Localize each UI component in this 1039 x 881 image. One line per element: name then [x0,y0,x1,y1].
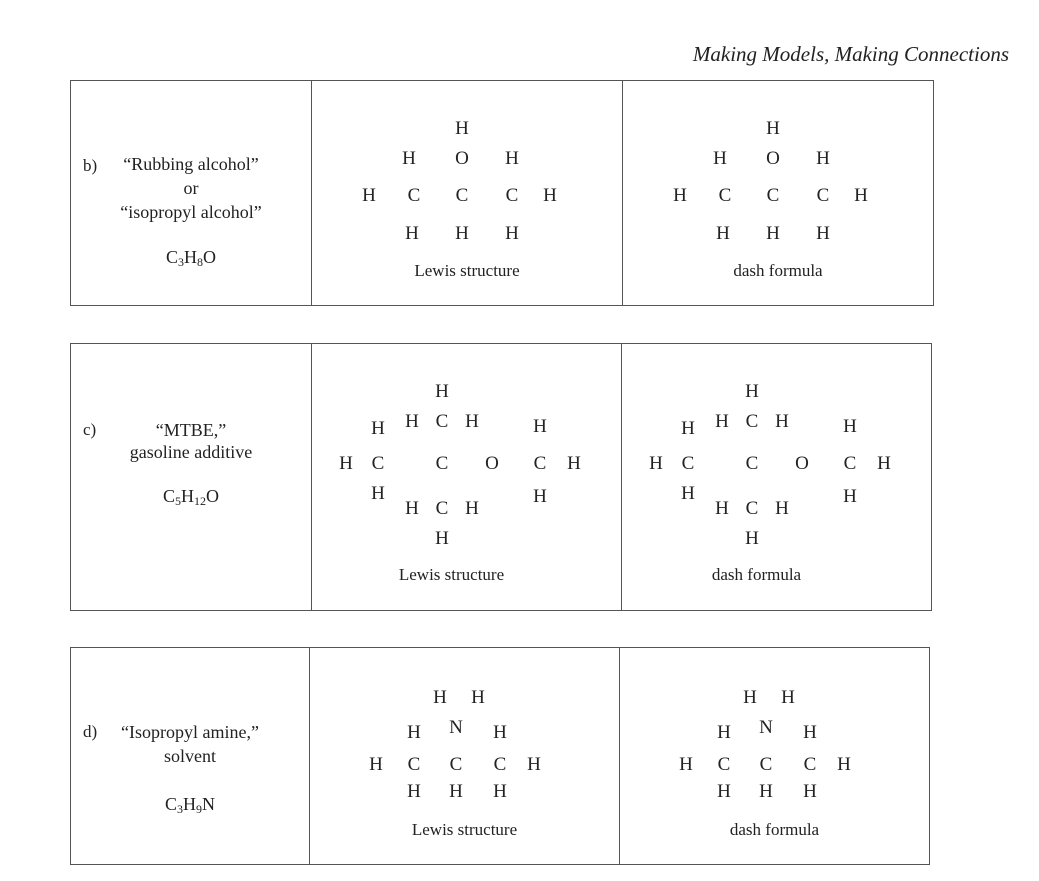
lewis-structure-cell [311,344,621,610]
carbon-atom: C [759,754,773,775]
carbon-atom: C [745,498,759,519]
hydrogen-atom: H [803,722,817,743]
section-b-row [70,80,934,306]
hydrogen-atom: H [816,148,830,169]
carbon-atom: C [455,185,469,206]
hydrogen-atom: H [455,118,469,139]
oxygen-atom: O [795,453,809,474]
dash-formula-caption: dash formula [729,820,820,839]
hydrogen-atom: H [505,148,519,169]
hydrogen-atom: H [433,687,447,708]
hydrogen-atom: H [493,781,507,802]
hydrogen-atom: H [435,528,449,549]
name-cell [71,344,311,610]
oxygen-atom: O [766,148,780,169]
hydrogen-atom: H [465,498,479,519]
compound-name-line: solvent [164,746,216,766]
compound-name-line: gasoline additive [129,442,253,462]
name-cell [71,81,311,305]
hydrogen-atom: H [775,411,789,432]
hydrogen-atom: H [745,381,759,402]
hydrogen-atom: H [717,722,731,743]
carbon-atom: C [681,453,695,474]
carbon-atom: C [435,453,449,474]
nitrogen-atom: N [449,717,463,738]
hydrogen-atom: H [465,411,479,432]
compound-name-line: “isopropyl alcohol” [120,202,262,222]
hydrogen-atom: H [816,223,830,244]
dash-formula-caption: dash formula [733,261,823,280]
hydrogen-atom: H [371,418,385,439]
hydrogen-atom: H [716,223,730,244]
hydrogen-atom: H [371,483,385,504]
item-letter: c) [83,420,97,439]
hydrogen-atom: H [843,486,857,507]
hydrogen-atom: H [527,754,541,775]
hydrogen-atom: H [715,498,729,519]
hydrogen-atom: H [369,754,383,775]
hydrogen-atom: H [681,483,695,504]
hydrogen-atom: H [713,148,727,169]
lewis-structure-cell [309,648,619,864]
dash-formula-cell [622,81,933,305]
hydrogen-atom: H [455,223,469,244]
oxygen-atom: O [455,148,469,169]
hydrogen-atom: H [717,781,731,802]
carbon-atom: C [505,185,519,206]
hydrogen-atom: H [405,223,419,244]
carbon-atom: C [843,453,857,474]
hydrogen-atom: H [743,687,757,708]
name-cell [71,648,309,864]
section-c-row [70,343,932,611]
hydrogen-atom: H [679,754,693,775]
hydrogen-atom: H [843,416,857,437]
hydrogen-atom: H [407,781,421,802]
compound-name-line: “Rubbing alcohol” [123,154,259,174]
hydrogen-atom: H [673,185,687,206]
oxygen-atom: O [485,453,499,474]
carbon-atom: C [745,453,759,474]
compound-name-line: “MTBE,” [155,420,227,440]
hydrogen-atom: H [877,453,891,474]
lewis-structure-caption: Lewis structure [398,565,505,584]
carbon-atom: C [766,185,780,206]
hydrogen-atom: H [407,722,421,743]
hydrogen-atom: H [543,185,557,206]
hydrogen-atom: H [471,687,485,708]
carbon-atom: C [803,754,817,775]
hydrogen-atom: H [854,185,868,206]
hydrogen-atom: H [775,498,789,519]
hydrogen-atom: H [803,781,817,802]
molecular-formula: $C_5H_{12}O$ [162,486,219,508]
molecular-formula: $C_3H_8O$ [165,247,216,269]
hydrogen-atom: H [435,381,449,402]
hydrogen-atom: H [781,687,795,708]
hydrogen-atom: H [533,486,547,507]
dash-formula-cell [619,648,929,864]
carbon-atom: C [435,498,449,519]
carbon-atom: C [718,185,732,206]
hydrogen-atom: H [715,411,729,432]
lewis-structure-caption: Lewis structure [411,820,518,839]
carbon-atom: C [533,453,547,474]
hydrogen-atom: H [759,781,773,802]
dash-formula-cell [621,344,931,610]
hydrogen-atom: H [766,118,780,139]
dash-formula-caption: dash formula [711,565,802,584]
section-d-row [70,647,930,865]
hydrogen-atom: H [405,498,419,519]
hydrogen-atom: H [567,453,581,474]
carbon-atom: C [816,185,830,206]
nitrogen-atom: N [759,717,773,738]
item-letter: d) [83,722,98,741]
hydrogen-atom: H [339,453,353,474]
carbon-atom: C [745,411,759,432]
hydrogen-atom: H [649,453,663,474]
hydrogen-atom: H [745,528,759,549]
compound-name-line: or [183,178,199,198]
hydrogen-atom: H [505,223,519,244]
hydrogen-atom: H [405,411,419,432]
carbon-atom: C [449,754,463,775]
carbon-atom: C [407,754,421,775]
molecular-formula: $C_3H_9N$ [164,794,215,816]
page-header: Making Models, Making Connections [692,42,1009,66]
carbon-atom: C [717,754,731,775]
lewis-structure-cell [311,81,622,305]
hydrogen-atom: H [449,781,463,802]
hydrogen-atom: H [533,416,547,437]
hydrogen-atom: H [681,418,695,439]
hydrogen-atom: H [402,148,416,169]
carbon-atom: C [435,411,449,432]
hydrogen-atom: H [493,722,507,743]
item-letter: b) [83,156,98,175]
hydrogen-atom: H [766,223,780,244]
carbon-atom: C [371,453,385,474]
carbon-atom: C [407,185,421,206]
hydrogen-atom: H [837,754,851,775]
lewis-structure-caption: Lewis structure [414,261,520,280]
compound-name-line: “Isopropyl amine,” [121,722,259,742]
hydrogen-atom: H [362,185,376,206]
carbon-atom: C [493,754,507,775]
